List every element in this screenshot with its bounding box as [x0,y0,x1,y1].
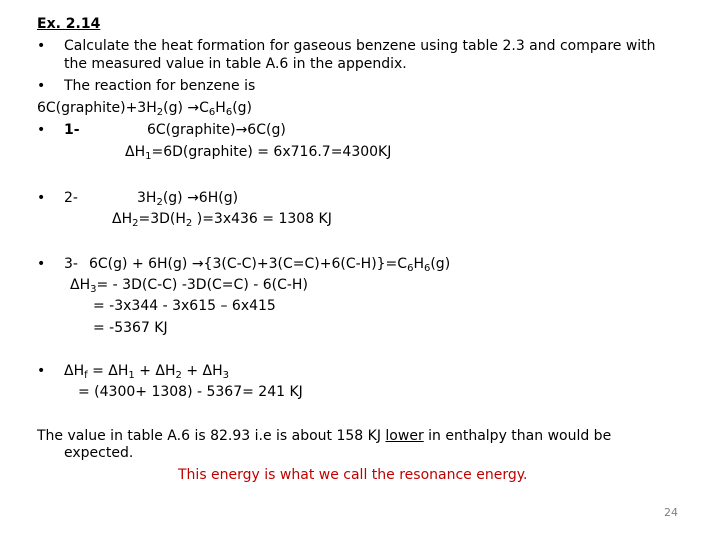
bullet-icon: • [37,256,46,272]
bullet-icon: • [37,78,46,94]
step-3-calc-1: = -3x344 - 3x615 – 6x415 [93,298,276,314]
conclusion-line-2: expected. [64,445,134,461]
example-title: Ex. 2.14 [37,16,101,32]
step-4-sum: $\Delta H_f = \Delta H_1 + \Delta H_2 + \Delta H_3$ [64,363,230,381]
step-1-equation: 6C(graphite)→6C(g) [147,122,286,138]
task-line-2: the measured value in table A.6 in the appendix. [64,56,407,72]
step-3-enthalpy: $\Delta H_3= - 3D(C-C)$ -3D(C=C) - 6(C-H) [70,277,308,295]
step-3-equation: $6C(g) + 6H(g) \to\{3(C-C)+3(C=C)+6(C-H)\}=C_6H_6(g)$ [89,256,451,274]
step-2-equation: $3H_2(g) \to 6H(g)$ [137,190,239,208]
overall-reaction: $6C(graphite)+3H_2(g) \to C_6H_6(g)$ [37,100,252,118]
bullet-icon: • [37,122,46,138]
task-line-1: Calculate the heat formation for gaseous benzene using table 2.3 and compare with [64,38,656,54]
step-1-number: 1- [64,122,80,138]
step-2-enthalpy: $\Delta H_2=3D(H_2$ )=3x436 = 1308 KJ [112,211,332,229]
conclusion-line-1: The value in table A.6 is 82.93 i.e is about 158 KJ lower in enthalpy than would be [37,428,612,444]
bullet-icon: • [37,38,46,54]
reaction-intro: The reaction for benzene is [64,78,256,94]
bullet-icon: • [37,363,46,379]
step-3-number: 3- [64,256,78,272]
step-2-number: 2- [64,190,78,206]
page-number: 24 [664,506,678,519]
bullet-icon: • [37,190,46,206]
resonance-energy-note: This energy is what we call the resonance energy. [178,467,528,483]
step-1-enthalpy: $\Delta H_1=6D(graphite) = 6x716.7=4300KJ$ [125,144,392,162]
step-3-calc-2: = -5367 KJ [93,320,168,336]
step-4-calc: = (4300+ 1308) - 5367= 241 KJ [78,384,303,400]
